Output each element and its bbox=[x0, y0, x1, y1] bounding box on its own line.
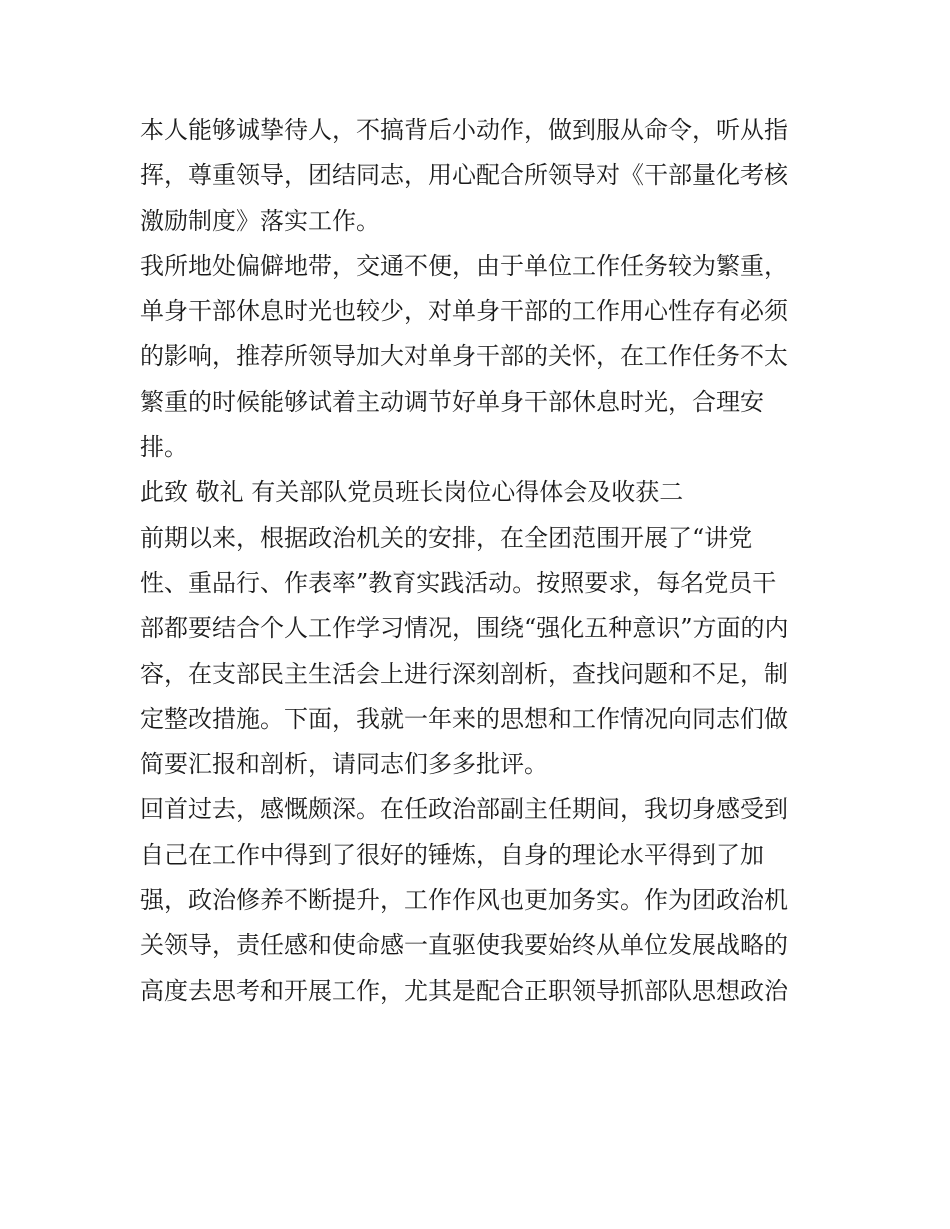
text-line: 高度去思考和开展工作，尤其是配合正职领导抓部队思想政治 bbox=[140, 976, 788, 1005]
text-line: 关领导，责任感和使命感一直驱使我要始终从单位发展战略的 bbox=[140, 931, 788, 960]
text-line: 的影响，推荐所领导加大对单身干部的关怀，在工作任务不太 bbox=[140, 342, 788, 371]
text-line: 部都要结合个人工作学习情况，围绕“强化五种意识”方面的内 bbox=[140, 614, 789, 643]
text-line: 我所地处偏僻地带，交通不便，由于单位工作任务较为繁重， bbox=[140, 251, 788, 280]
text-line: 本人能够诚挚待人，不搞背后小动作，做到服从命令，听从指 bbox=[140, 116, 788, 144]
text-line: 性、重品行、作表率”教育实践活动。按照要求，每名党员干 bbox=[140, 568, 777, 597]
text-line: 容，在支部民主生活会上进行深刻剖析，查找问题和不足，制 bbox=[140, 659, 788, 688]
text-line: 简要汇报和剖析，请同志们多多批评。 bbox=[140, 750, 548, 779]
text-line: 激励制度》落实工作。 bbox=[140, 206, 380, 235]
text-line: 定整改措施。下面，我就一年来的思想和工作情况向同志们做 bbox=[140, 704, 788, 733]
text-line: 自己在工作中得到了很好的锤炼，自身的理论水平得到了加 bbox=[140, 840, 764, 869]
text-line: 繁重的时候能够试着主动调节好单身干部休息时光，合理安 bbox=[140, 387, 764, 416]
text-line: 前期以来，根据政治机关的安排，在全团范围开展了“讲党 bbox=[140, 523, 753, 552]
text-line: 排。 bbox=[140, 433, 188, 462]
text-line: 单身干部休息时光也较少，对单身干部的工作用心性存有必须 bbox=[140, 297, 788, 326]
text-line: 回首过去，感慨颇深。在任政治部副主任期间，我切身感受到 bbox=[140, 795, 788, 824]
text-line: 此致 敬礼 有关部队党员班长岗位心得体会及收获二 bbox=[140, 478, 684, 507]
text-line: 强，政治修养不断提升，工作作风也更加务实。作为团政治机 bbox=[140, 886, 788, 915]
document-body bbox=[140, 108, 812, 1014]
text-line: 挥，尊重领导，团结同志，用心配合所领导对《干部量化考核 bbox=[140, 161, 788, 190]
